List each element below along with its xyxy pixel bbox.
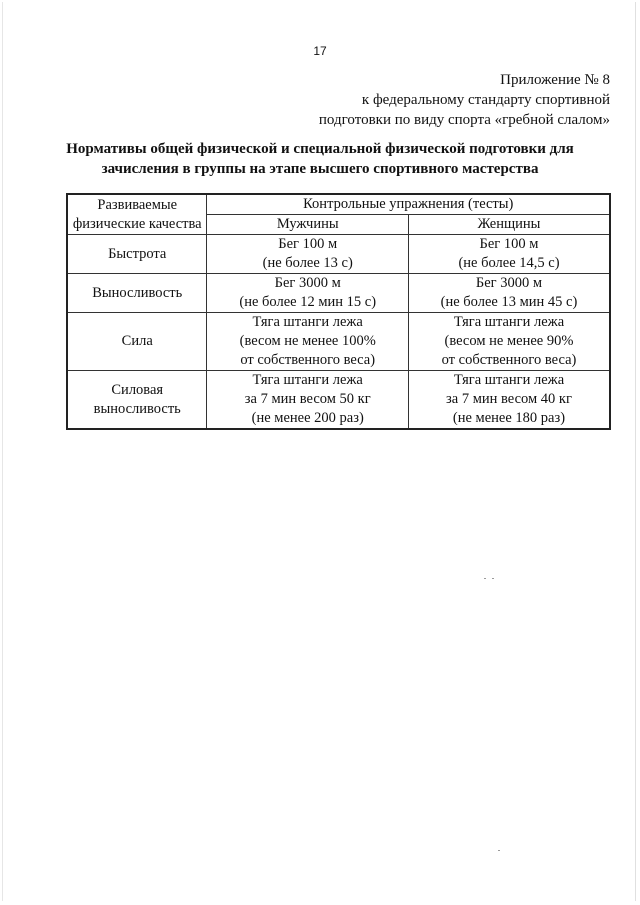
cell-line: Сила: [121, 333, 153, 349]
men-cell: [207, 274, 409, 313]
men-cell: [207, 371, 409, 430]
women-cell: [408, 274, 610, 313]
header-men-cell: Мужчины: [207, 215, 409, 235]
header-quality-line: физические качества: [72, 215, 202, 232]
cell-line: (не более 14,5 с): [458, 255, 560, 271]
quality-cell: [67, 313, 207, 371]
women-cell: [408, 371, 610, 430]
appendix-line: Приложение № 8: [500, 72, 610, 88]
cell-line: (не более 12 мин 15 с): [239, 294, 377, 310]
appendix-line: подготовки по виду спорта «гребной слалом»: [318, 112, 610, 128]
men-cell: [207, 313, 409, 371]
quality-cell: [67, 274, 207, 313]
cell-line: Тяга штанги лежа: [252, 314, 363, 330]
cell-line: (весом не менее 100%: [239, 333, 376, 349]
cell-line: (весом не менее 90%: [444, 333, 574, 349]
header-quality-cell: [67, 194, 207, 235]
header-women-cell: Женщины: [408, 215, 610, 235]
cell-line: Бег 3000 м: [274, 275, 341, 291]
cell-line: выносливость: [93, 400, 181, 417]
appendix-reference: [190, 70, 610, 130]
appendix-line: к федеральному стандарту спортивной: [361, 92, 610, 108]
title-line: зачисления в группы на этапе высшего спортивного мастерства: [101, 161, 539, 177]
cell-line: Выносливость: [92, 284, 183, 301]
cell-line: от собственного веса): [240, 352, 376, 368]
cell-line: Тяга штанги лежа: [453, 314, 565, 330]
cell-line: Бег 100 м: [479, 236, 539, 252]
table-header-row: [67, 194, 610, 215]
cell-line: Бег 3000 м: [475, 275, 543, 291]
cell-line: от собственного веса): [441, 352, 577, 368]
men-cell: [207, 235, 409, 274]
cell-line: за 7 мин весом 40 кг: [446, 391, 572, 407]
norms-table: [66, 193, 611, 430]
title-line: Нормативы общей физической и специальной физической подготовки для: [66, 141, 574, 157]
table-row: [67, 313, 610, 371]
cell-line: (не менее 180 раз): [452, 410, 566, 426]
header-quality-line: Развиваемые: [97, 196, 178, 213]
cell-line: Тяга штанги лежа: [453, 372, 565, 388]
document-title: [40, 139, 600, 179]
page-number: 17: [313, 44, 327, 58]
cell-line: (не более 13 мин 45 с): [440, 294, 578, 310]
cell-line: (не более 13 с): [262, 255, 353, 271]
women-cell: [408, 313, 610, 371]
cell-line: (не менее 200 раз): [251, 410, 364, 426]
table-row: [67, 235, 610, 274]
table-row: [67, 371, 610, 430]
quality-cell: [67, 235, 207, 274]
scan-speck: [498, 850, 500, 851]
page-frame: [2, 2, 636, 901]
women-cell: [408, 235, 610, 274]
cell-line: за 7 мин весом 50 кг: [244, 391, 371, 407]
scan-speck: [492, 578, 494, 579]
cell-line: Силовая: [111, 381, 164, 398]
quality-cell: [67, 371, 207, 430]
cell-line: Бег 100 м: [278, 236, 338, 252]
scan-speck: [484, 578, 486, 579]
cell-line: Быстрота: [108, 245, 167, 262]
header-tests-cell: Контрольные упражнения (тесты): [207, 194, 610, 215]
cell-line: Тяга штанги лежа: [252, 372, 363, 388]
table-row: [67, 274, 610, 313]
